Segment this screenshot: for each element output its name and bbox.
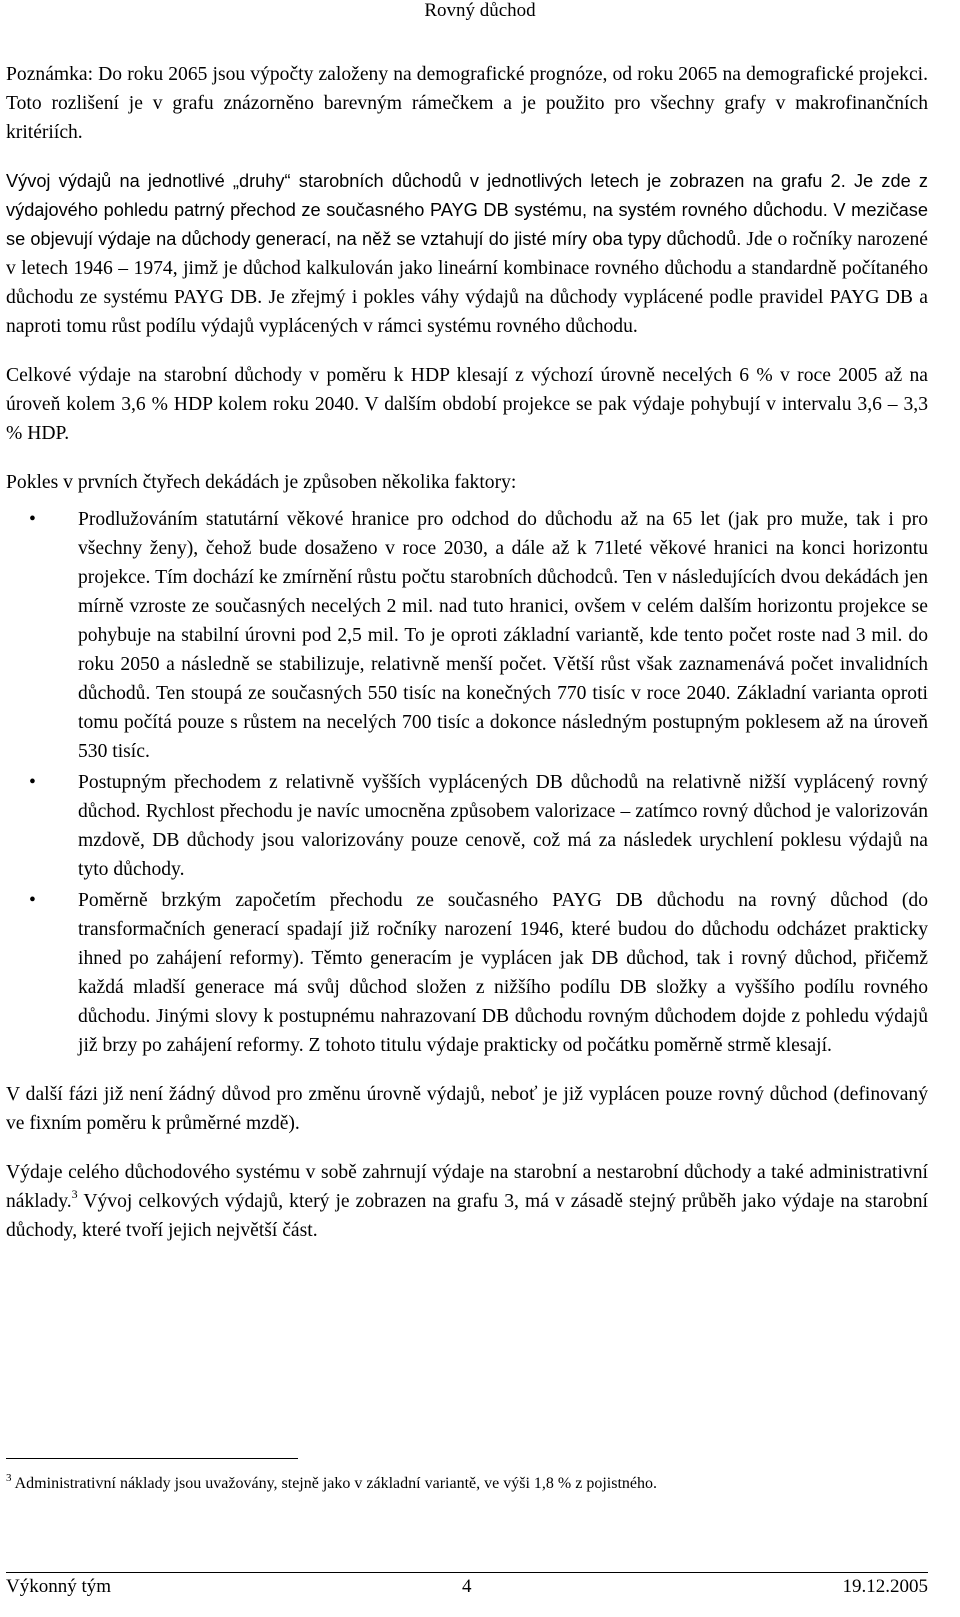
total-expenditure-paragraph: Celkové výdaje na starobní důchody v poměru k HDP klesají z výchozí úrovně necelých 6 % v roce 2005 až na úroveň kolem 3,6 % HDP kolem roku 2040. V dalším období projekce se pak výdaje pohybují v intervalu 3,6 – 3,3 % HDP.: [6, 365, 928, 444]
list-item-text: Postupným přechodem z relativně vyšších vyplácených DB důchodů na relativně nižší vyplácený rovný důchod. Rychlost přechodu je navíc umocněna způsobem valorizace – zatímco rovný důchod je valorizován mzdově, DB důchody jsou valorizovány pouze cenově, což má za následek urychlení poklesu výdajů na tyto důchody.: [78, 772, 928, 880]
list-item: [6, 768, 928, 884]
document-body: [6, 60, 928, 1265]
page-number: 4: [462, 1576, 472, 1597]
list-item-text: Poměrně brzkým započetím přechodu ze současného PAYG DB důchodu na rovný důchod (do transformačních generací spadají již ročníky narození 1946, které budou do důchodu odcházet prakticky ihned po zahájení reformy). Těmto generacím je vyplácen jak DB důchod, tak i rovný důchod, přičemž každá mladší generace má svůj důchod složen z nižšího podílu DB složky a vyššího podílu rovného důchodu. Jinými slovy k postupnému nahrazovaní DB důchodu rovným důchodem dojde z pohledu výdajů již brzy po zahájení reformy. Z tohoto titulu výdaje prakticky od počátku poměrně strmě klesají.: [78, 890, 928, 1056]
footnote-reference[interactable]: 3: [71, 1187, 78, 1201]
footnote-text: Administrativní náklady jsou uvažovány, stejně jako v základní variantě, ve výši 1,8 % z pojistného.: [11, 1475, 657, 1492]
list-item: [6, 505, 928, 766]
system-expenditure-text: Výdaje celého důchodového systému v sobě zahrnují výdaje na starobní a nestarobní důchody a také administrativní náklady.: [6, 1162, 928, 1212]
expenditure-types-intro: Vývoj výdajů na jednotlivé „druhy“ starobních důchodů v jednotlivých letech je zobrazen na grafu 2. Je zde z výdajového pohledu patrný přechod ze současného PAYG DB systému, na systém rovného důchodu. V mezičase se objevují výdaje na důchody generací, na něž se vztahují do jisté míry oba typy důchodů.: [6, 171, 928, 249]
bullet-icon: •: [29, 509, 36, 530]
system-expenditure-text-continued: Vývoj celkových výdajů, který je zobrazen na grafu 3, má v zásadě stejný průběh jako výdaje na starobní důchody, které tvoří jejich největší část.: [6, 1191, 928, 1241]
expenditure-types-detail: Jde o ročníky narozené v letech 1946 – 1974, jimž je důchod kalkulován jako lineární kombinace rovného důchodu a standardně počítaného důchodu ze systému PAYG DB. Je zřejmý i pokles váhy výdajů na důchody vyplácené podle pravidel PAYG DB a naproti tomu růst podílu výdajů vyplácených v rámci systému rovného důchodu.: [6, 229, 928, 337]
factors-intro-paragraph: Pokles v prvních čtyřech dekádách je způsoben několika faktory:: [6, 472, 517, 493]
expenditure-types-paragraph: [6, 167, 928, 341]
bullet-icon: •: [29, 890, 36, 911]
system-expenditure-paragraph: [6, 1158, 928, 1245]
list-item-text: Prodlužováním statutární věkové hranice pro odchod do důchodu až na 65 let (jak pro muže, tak i pro všechny ženy), čehož bude dosaženo v roce 2030, a dále až k 71leté věkové hranici na konci horizontu projekce. Tím dochází ke zmírnění růstu počtu starobních důchodců. Ten v následujících dvou dekádách jen mírně vzroste ze současných necelých 2 mil. nad tuto hranici, ovšem v celém dalším horizontu projekce se pohybuje na stabilní úrovni pod 2,5 mil. To je oproti základní variantě, kde tento počet roste nad 3 mil. do roku 2050 a následně se stabilizuje, relativně menší počet. Větší růst však zaznamenává počet invalidních důchodů. Ten stoupá ze současných 550 tisíc na konečných 770 tisíc v roce 2040. Základní varianta oproti tomu počítá pouze s růstem na necelých 700 tisíc a dokonce následným postupným poklesem až na úroveň 530 tisíc.: [78, 509, 928, 762]
page-header: Rovný důchod: [424, 0, 536, 21]
footer-team: Výkonný tým: [6, 1576, 112, 1597]
footnote: [6, 1474, 928, 1494]
bullet-icon: •: [29, 772, 36, 793]
footer-divider: [6, 1572, 928, 1573]
list-item: [6, 886, 928, 1060]
footnote-divider: [6, 1458, 298, 1459]
note-paragraph: Poznámka: Do roku 2065 jsou výpočty založeny na demografické prognóze, od roku 2065 na demografické projekci. Toto rozlišení je v grafu znázorněno barevným rámečkem a je použito pro všechny grafy v makrofinančních kritériích.: [6, 64, 928, 143]
factors-list: [6, 505, 928, 1060]
footer-date: 19.12.2005: [842, 1576, 928, 1597]
later-phase-paragraph: V další fázi již není žádný důvod pro změnu úrovně výdajů, neboť je již vyplácen pouze rovný důchod (definovaný ve fixním poměru k průměrné mzdě).: [6, 1084, 928, 1134]
footnote-number: 3: [6, 1472, 12, 1484]
